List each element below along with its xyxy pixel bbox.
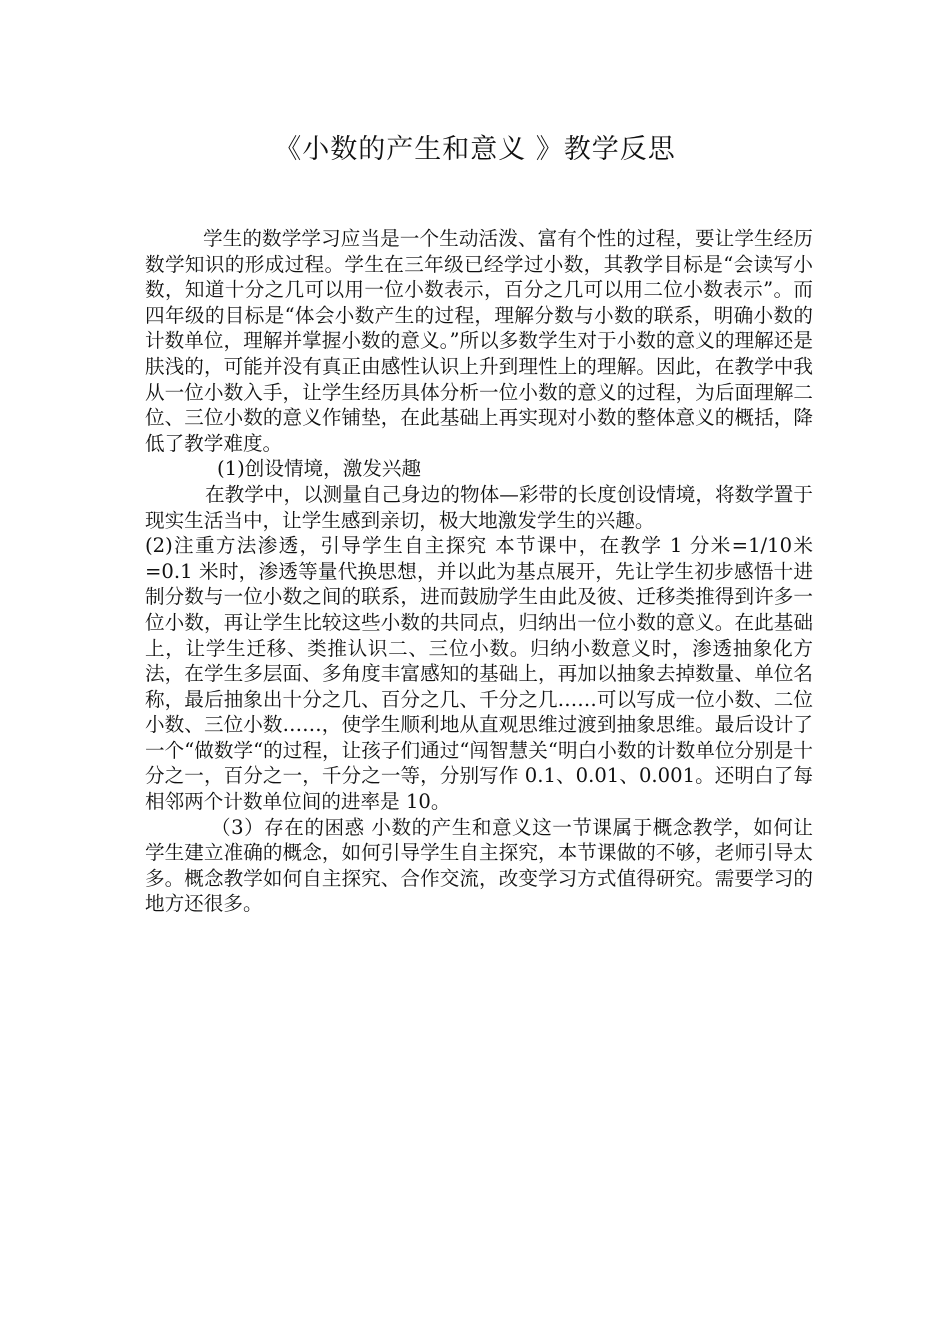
paragraph-section-2: (2)注重方法渗透，引导学生自主探究 本节课中，在教学 1 分米=1/10米=0.1 米时，渗透等量代换思想，并以此为基点展开，先让学生初步感悟十进制分数与一位小数之间的联系，进而鼓励学生由此及彼、迁移类推得到许多一位小数，再让学生比较这些小数的共同点，归纳出一位小数的意义。在此基础上，让学生迁移、类推认识二、三位小数。归纳小数意义时，渗透抽象化方法，在学生多层面、多角度丰富感知的基础上，再加以抽象去掉数量、单位名称，最后抽象出十分之几、百分之几、千分之几……可以写成一位小数、二位小数、三位小数……，使学生顺利地从直观思维过渡到抽象思维。最后设计了一个“做数学“的过程，让孩子们通过“闯智慧关“明白小数的计数单位分别是十分之一，百分之一，千分之一等，分别写作 0.1、0.01、0.001。还明白了每相邻两个计数单位间的进率是 10。 bbox=[145, 534, 813, 814]
paragraph-intro: 学生的数学学习应当是一个生动活泼、富有个性的过程，要让学生经历数学知识的形成过程。学生在三年级已经学过小数，其教学目标是“会读写小数，知道十分之几可以用一位小数表示，百分之几可以用二位小数表示”。而四年级的目标是“体会小数产生的过程，理解分数与小数的联系，明确小数的计数单位，理解并掌握小数的意义。”所以多数学生对于小数的意义的理解还是肤浅的，可能并没有真正由感性认识上升到理性上的理解。因此，在教学中我从一位小数入手，让学生经历具体分析一位小数的意义的过程，为后面理解二位、三位小数的意义作铺垫，在此基础上再实现对小数的整体意义的概括，降低了教学难度。 bbox=[145, 227, 813, 455]
paragraph-section-1: 在教学中，以测量自己身边的物体—彩带的长度创设情境，将数学置于现实生活当中，让学生感到亲切，极大地激发学生的兴趣。 bbox=[145, 482, 813, 532]
document-body bbox=[145, 226, 813, 917]
section-heading-1: (1)创设情境，激发兴趣 bbox=[217, 457, 422, 481]
paragraph-section-3: （3）存在的困惑 小数的产生和意义这一节课属于概念教学，如何让学生建立准确的概念，如何引导学生自主探究，本节课做的不够，老师引导太多。概念教学如何自主探究、合作交流，改变学习方式值得研究。需要学习的地方还很多。 bbox=[145, 815, 813, 916]
document-title: 《小数的产生和意义 》教学反思 bbox=[274, 134, 676, 165]
